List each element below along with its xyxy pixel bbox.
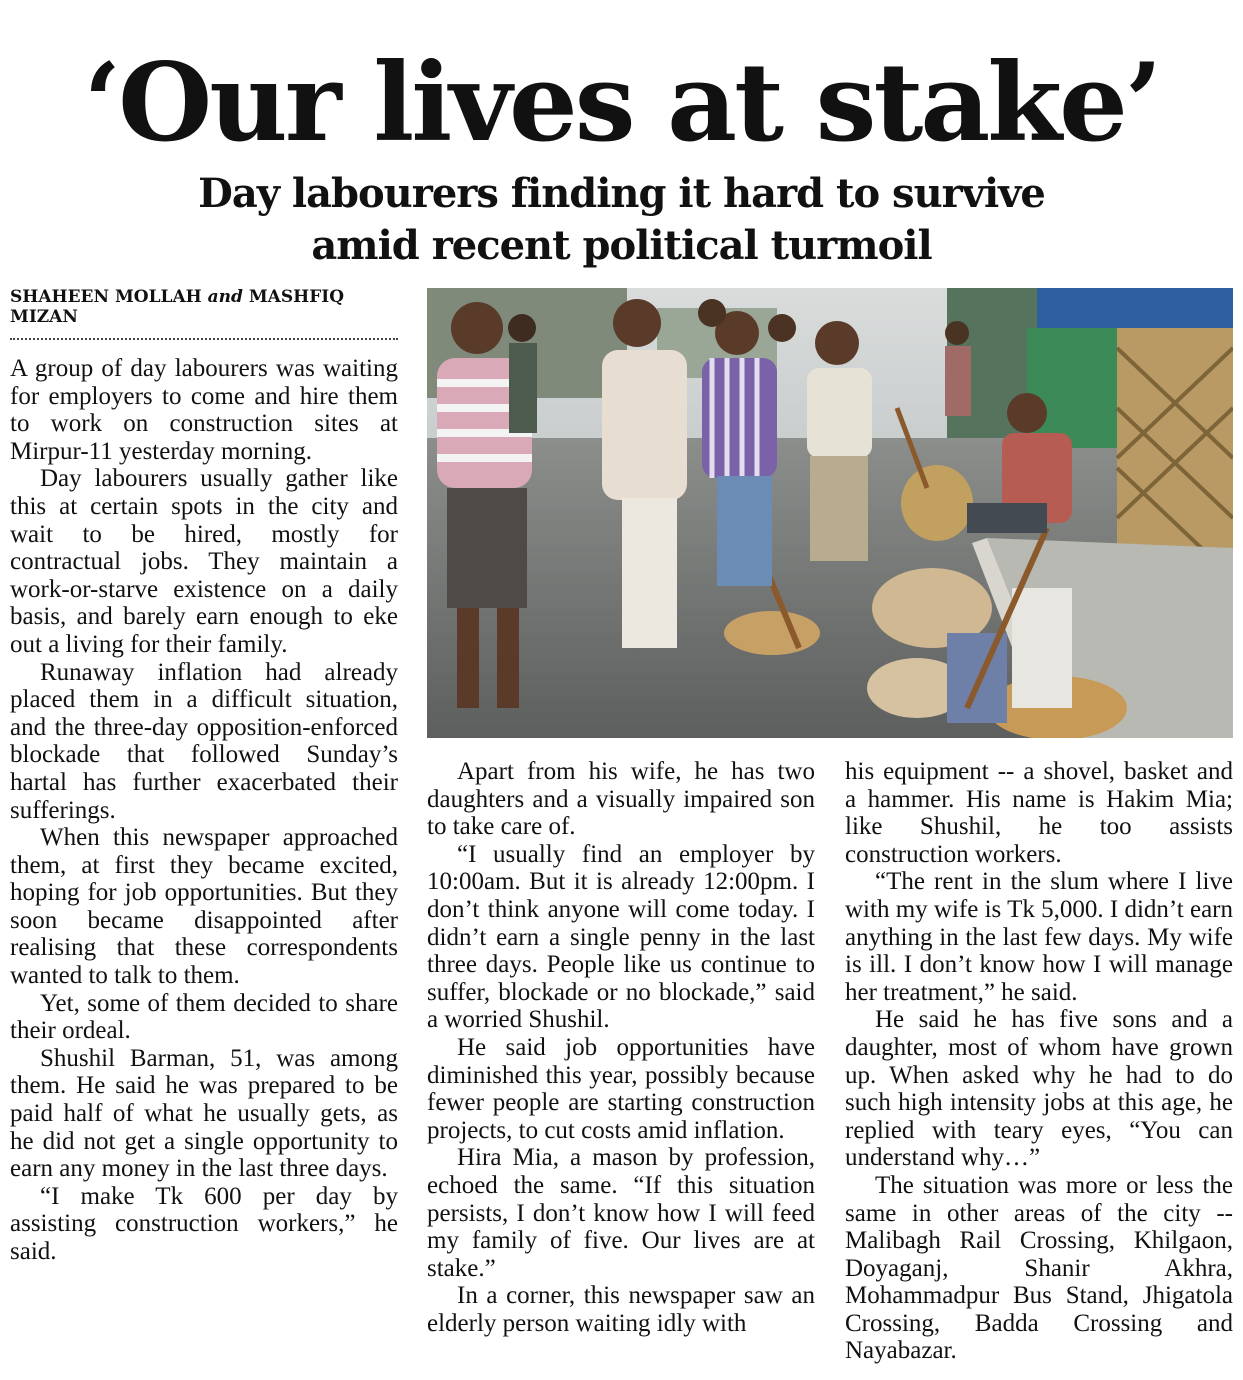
news-photo-day-labourers-icon — [427, 288, 1233, 738]
paragraph: Hira Mia, a mason by profession, echoed the same. “If this situation persists, I don’t know how I will feed my family of five. Our lives are at stake.” — [427, 1144, 815, 1282]
paragraph: A group of day labourers was waiting for employers to come and hire them to work on construction sites at Mirpur-11 yesterday morning. — [10, 355, 398, 465]
paragraph: Runaway inflation had already placed them in a difficult situation, and the three-day opposition-enforced blockade that followed Sunday’s hartal has further exacerbated their sufferings. — [10, 658, 398, 824]
paragraph: “I make Tk 600 per day by assisting construction workers,” he said. — [10, 1182, 398, 1265]
byline-author-1: SHAHEEN MOLLAH — [10, 287, 202, 307]
paragraph: When this newspaper approached them, at first they became excited, hoping for job opportunities. But they soon became disappointed after realising that these correspondents wanted to talk to them. — [10, 824, 398, 990]
headline: ‘Our lives at stake’ — [83, 40, 1160, 166]
paragraph: “I usually find an employer by 10:00am. But it is already 12:00pm. I don’t think anyone will come today. I didn’t earn a single penny in the last three days. People like us continue to suffer, blockade or no blockade,” said a worried Shushil. — [427, 840, 815, 1034]
subheadline-line-2: amid recent political turmoil — [311, 222, 932, 269]
paragraph: The situation was more or less the same in other areas of the city -- Malibagh Rail Crossing, Khilgaon, Doyaganj, Shanir Akhra, Mohammadpur Bus Stand, Jhigatola Crossing, Badda Crossing and Nayabazar. — [845, 1171, 1233, 1365]
paragraph: Yet, some of them decided to share their ordeal. — [10, 989, 398, 1045]
byline — [10, 287, 395, 327]
paragraph: Shushil Barman, 51, was among them. He said he was prepared to be paid half of what he usually gets, as he did not get a single opportunity to earn any money in the last three days. — [10, 1044, 398, 1183]
paragraph: his equipment -- a shovel, basket and a hammer. His name is Hakim Mia; like Shushil, he too assists construction workers. — [845, 758, 1233, 868]
paragraph: He said job opportunities have diminished this year, possibly because fewer people are starting construction projects, to cut costs amid inflation. — [427, 1033, 815, 1144]
paragraph: “The rent in the slum where I live with my wife is Tk 5,000. I didn’t earn anything in the last few days. My wife is ill. I don’t know how I will manage her treatment,” he said. — [845, 868, 1233, 1006]
subheadline-line-1: Day labourers finding it hard to survive — [198, 170, 1045, 217]
paragraph: Apart from his wife, he has two daughters and a visually impaired son to take care of. — [427, 758, 815, 841]
byline-conjunction: and — [207, 287, 243, 307]
paragraph: Day labourers usually gather like this at certain spots in the city and wait to be hired, mostly for contractual jobs. They maintain a work-or-starve existence on a daily basis, and barely earn enough to eke out a living for their family. — [10, 465, 398, 658]
article-column-2 — [427, 758, 815, 1337]
paragraph: In a corner, this newspaper saw an elderly person waiting idly with — [427, 1282, 815, 1337]
paragraph: He said he has five sons and a daughter, most of whom have grown up. When asked why he had to do such high intensity jobs at this age, he replied with teary eyes, “You can understand why…” — [845, 1006, 1233, 1172]
byline-author-2: MASHFIQ MIZAN — [10, 287, 345, 327]
byline-divider — [10, 338, 398, 340]
article-column-1 — [10, 355, 398, 1266]
article-column-3 — [845, 758, 1233, 1365]
news-photo — [427, 288, 1233, 738]
subheadline — [0, 168, 1243, 272]
